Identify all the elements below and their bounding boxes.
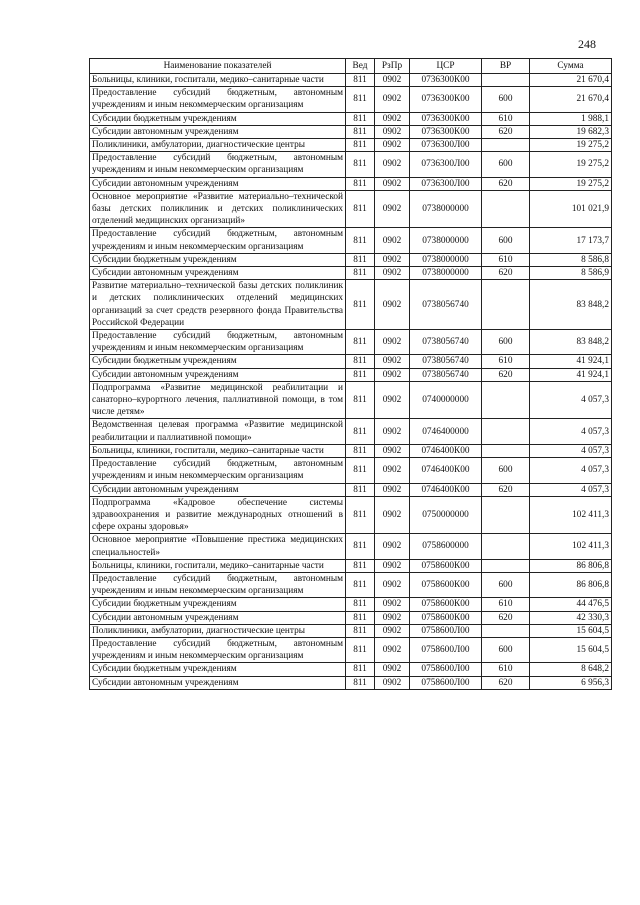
row-sum: 19 275,2 <box>530 139 612 152</box>
row-rzpr: 0902 <box>375 572 410 597</box>
row-sum: 41 924,1 <box>530 355 612 368</box>
row-sum: 15 604,5 <box>530 637 612 662</box>
row-csr: 0736300К00 <box>410 74 482 87</box>
row-sum: 1 988,1 <box>530 112 612 125</box>
row-csr: 0758600К00 <box>410 572 482 597</box>
row-rzpr: 0902 <box>375 444 410 457</box>
row-vr: 610 <box>482 663 530 676</box>
row-name: Больницы, клиники, госпитали, медико–санитарные части <box>90 559 346 572</box>
row-vr: 620 <box>482 177 530 190</box>
row-sum: 86 806,8 <box>530 572 612 597</box>
row-sum: 21 670,4 <box>530 87 612 112</box>
row-vr: 620 <box>482 676 530 689</box>
row-csr: 0738056740 <box>410 280 482 330</box>
table-row <box>90 458 612 483</box>
row-sum: 42 330,3 <box>530 611 612 624</box>
row-vr: 620 <box>482 611 530 624</box>
row-csr: 0738056740 <box>410 330 482 355</box>
row-csr: 0738000000 <box>410 228 482 253</box>
row-ved: 811 <box>346 419 375 444</box>
row-vr: 600 <box>482 637 530 662</box>
row-vr: 600 <box>482 152 530 177</box>
row-sum: 102 411,3 <box>530 534 612 559</box>
table-row <box>90 534 612 559</box>
row-vr: 610 <box>482 253 530 266</box>
row-ved: 811 <box>346 355 375 368</box>
table-row <box>90 559 612 572</box>
row-ved: 811 <box>346 190 375 228</box>
row-name: Субсидии автономным учреждениям <box>90 368 346 381</box>
table-row <box>90 112 612 125</box>
row-rzpr: 0902 <box>375 177 410 190</box>
table-row <box>90 152 612 177</box>
row-rzpr: 0902 <box>375 368 410 381</box>
row-ved: 811 <box>346 496 375 534</box>
table-row <box>90 483 612 496</box>
row-ved: 811 <box>346 87 375 112</box>
row-csr: 0738000000 <box>410 267 482 280</box>
row-ved: 811 <box>346 74 375 87</box>
table-row <box>90 87 612 112</box>
row-name: Субсидии бюджетным учреждениям <box>90 355 346 368</box>
row-ved: 811 <box>346 483 375 496</box>
row-csr: 0758600К00 <box>410 598 482 611</box>
row-vr <box>482 534 530 559</box>
row-vr: 600 <box>482 87 530 112</box>
row-name: Предоставление субсидий бюджетным, автономным учреждениям и иным некоммерческим организациям <box>90 572 346 597</box>
table-row <box>90 444 612 457</box>
row-name: Субсидии автономным учреждениям <box>90 676 346 689</box>
budget-table <box>89 58 612 690</box>
row-vr <box>482 559 530 572</box>
row-vr: 610 <box>482 355 530 368</box>
header-csr: ЦСР <box>410 59 482 74</box>
row-sum: 8 586,9 <box>530 267 612 280</box>
row-ved: 811 <box>346 228 375 253</box>
row-rzpr: 0902 <box>375 483 410 496</box>
row-sum: 83 848,2 <box>530 330 612 355</box>
row-name: Субсидии автономным учреждениям <box>90 611 346 624</box>
row-rzpr: 0902 <box>375 559 410 572</box>
row-rzpr: 0902 <box>375 139 410 152</box>
row-name: Основное мероприятие «Развитие материально–технической базы детских поликлиник и детских поликлинических отделений медицинских организаций» <box>90 190 346 228</box>
table-row <box>90 190 612 228</box>
table-row <box>90 663 612 676</box>
row-csr: 0736300К00 <box>410 112 482 125</box>
row-vr: 610 <box>482 598 530 611</box>
row-vr <box>482 624 530 637</box>
table-row <box>90 228 612 253</box>
row-sum: 4 057,3 <box>530 419 612 444</box>
row-rzpr: 0902 <box>375 330 410 355</box>
row-sum: 4 057,3 <box>530 381 612 419</box>
row-rzpr: 0902 <box>375 598 410 611</box>
row-rzpr: 0902 <box>375 496 410 534</box>
row-ved: 811 <box>346 559 375 572</box>
row-name: Субсидии бюджетным учреждениям <box>90 112 346 125</box>
table-row <box>90 368 612 381</box>
row-ved: 811 <box>346 112 375 125</box>
row-csr: 0758600К00 <box>410 611 482 624</box>
row-csr: 0738056740 <box>410 355 482 368</box>
row-vr <box>482 190 530 228</box>
row-rzpr: 0902 <box>375 253 410 266</box>
row-rzpr: 0902 <box>375 663 410 676</box>
row-csr: 0750000000 <box>410 496 482 534</box>
table-header-row <box>90 59 612 74</box>
row-vr: 610 <box>482 112 530 125</box>
row-rzpr: 0902 <box>375 458 410 483</box>
row-ved: 811 <box>346 253 375 266</box>
row-sum: 101 021,9 <box>530 190 612 228</box>
row-ved: 811 <box>346 458 375 483</box>
table-row <box>90 177 612 190</box>
table-row <box>90 611 612 624</box>
row-name: Больницы, клиники, госпитали, медико–санитарные части <box>90 444 346 457</box>
row-name: Развитие материально–технической базы детских поликлиник и детских поликлинических отделений медицинских организаций за счет средств резервного фонда Правительства Российской Федерации <box>90 280 346 330</box>
header-rzpr: РзПр <box>375 59 410 74</box>
row-name: Основное мероприятие «Повышение престижа медицинских специальностей» <box>90 534 346 559</box>
row-rzpr: 0902 <box>375 267 410 280</box>
row-vr: 620 <box>482 267 530 280</box>
row-vr: 600 <box>482 228 530 253</box>
row-csr: 0736300Л00 <box>410 152 482 177</box>
row-csr: 0758600Л00 <box>410 676 482 689</box>
row-csr: 0738000000 <box>410 253 482 266</box>
header-sum: Сумма <box>530 59 612 74</box>
row-rzpr: 0902 <box>375 280 410 330</box>
row-rzpr: 0902 <box>375 611 410 624</box>
row-rzpr: 0902 <box>375 112 410 125</box>
row-ved: 811 <box>346 637 375 662</box>
row-vr <box>482 444 530 457</box>
row-sum: 8 648,2 <box>530 663 612 676</box>
row-csr: 0746400К00 <box>410 444 482 457</box>
row-vr: 600 <box>482 330 530 355</box>
row-sum: 19 275,2 <box>530 152 612 177</box>
row-vr <box>482 280 530 330</box>
table-row <box>90 496 612 534</box>
row-vr <box>482 139 530 152</box>
row-rzpr: 0902 <box>375 152 410 177</box>
row-rzpr: 0902 <box>375 190 410 228</box>
page-number: 248 <box>578 37 596 51</box>
row-csr: 0746400К00 <box>410 458 482 483</box>
row-name: Субсидии бюджетным учреждениям <box>90 598 346 611</box>
row-ved: 811 <box>346 125 375 138</box>
row-name: Субсидии автономным учреждениям <box>90 267 346 280</box>
table-row <box>90 598 612 611</box>
row-rzpr: 0902 <box>375 637 410 662</box>
row-rzpr: 0902 <box>375 87 410 112</box>
row-sum: 8 586,8 <box>530 253 612 266</box>
row-sum: 17 173,7 <box>530 228 612 253</box>
table-row <box>90 125 612 138</box>
row-vr <box>482 496 530 534</box>
row-ved: 811 <box>346 676 375 689</box>
row-name: Субсидии автономным учреждениям <box>90 483 346 496</box>
row-name: Предоставление субсидий бюджетным, автономным учреждениям и иным некоммерческим организациям <box>90 458 346 483</box>
row-vr <box>482 74 530 87</box>
table-row <box>90 676 612 689</box>
row-ved: 811 <box>346 611 375 624</box>
row-rzpr: 0902 <box>375 125 410 138</box>
table-row <box>90 419 612 444</box>
row-rzpr: 0902 <box>375 228 410 253</box>
row-ved: 811 <box>346 368 375 381</box>
row-sum: 4 057,3 <box>530 458 612 483</box>
row-name: Субсидии автономным учреждениям <box>90 125 346 138</box>
row-csr: 0736300Л00 <box>410 139 482 152</box>
row-csr: 0758600Л00 <box>410 624 482 637</box>
table-row <box>90 253 612 266</box>
row-sum: 4 057,3 <box>530 483 612 496</box>
table-row <box>90 624 612 637</box>
row-name: Предоставление субсидий бюджетным, автономным учреждениям и иным некоммерческим организациям <box>90 228 346 253</box>
row-rzpr: 0902 <box>375 381 410 419</box>
row-csr: 0746400000 <box>410 419 482 444</box>
row-ved: 811 <box>346 624 375 637</box>
table-row <box>90 267 612 280</box>
table-row <box>90 280 612 330</box>
row-ved: 811 <box>346 598 375 611</box>
row-ved: 811 <box>346 330 375 355</box>
row-rzpr: 0902 <box>375 74 410 87</box>
row-name: Субсидии бюджетным учреждениям <box>90 663 346 676</box>
row-ved: 811 <box>346 444 375 457</box>
row-sum: 21 670,4 <box>530 74 612 87</box>
row-rzpr: 0902 <box>375 624 410 637</box>
row-csr: 0758600Л00 <box>410 637 482 662</box>
row-csr: 0758600К00 <box>410 559 482 572</box>
table-row <box>90 139 612 152</box>
row-name: Ведомственная целевая программа «Развитие медицинской реабилитации и паллиативной помощи» <box>90 419 346 444</box>
row-ved: 811 <box>346 280 375 330</box>
row-sum: 102 411,3 <box>530 496 612 534</box>
row-name: Субсидии автономным учреждениям <box>90 177 346 190</box>
row-rzpr: 0902 <box>375 676 410 689</box>
row-ved: 811 <box>346 267 375 280</box>
row-sum: 6 956,3 <box>530 676 612 689</box>
row-name: Подпрограмма «Развитие медицинской реабилитации и санаторно–курортного лечения, паллиативной помощи, в том числе детям» <box>90 381 346 419</box>
row-csr: 0736300К00 <box>410 125 482 138</box>
row-vr <box>482 381 530 419</box>
row-sum: 86 806,8 <box>530 559 612 572</box>
row-sum: 15 604,5 <box>530 624 612 637</box>
row-ved: 811 <box>346 572 375 597</box>
table-row <box>90 355 612 368</box>
row-csr: 0740000000 <box>410 381 482 419</box>
row-ved: 811 <box>346 139 375 152</box>
row-ved: 811 <box>346 534 375 559</box>
row-sum: 44 476,5 <box>530 598 612 611</box>
table-row <box>90 381 612 419</box>
row-csr: 0738000000 <box>410 190 482 228</box>
row-vr <box>482 419 530 444</box>
row-name: Предоставление субсидий бюджетным, автономным учреждениям и иным некоммерческим организациям <box>90 330 346 355</box>
header-name: Наименование показателей <box>90 59 346 74</box>
row-csr: 0758600Л00 <box>410 663 482 676</box>
table-row <box>90 572 612 597</box>
table-row <box>90 637 612 662</box>
row-csr: 0736300К00 <box>410 87 482 112</box>
row-name: Больницы, клиники, госпитали, медико–санитарные части <box>90 74 346 87</box>
row-ved: 811 <box>346 177 375 190</box>
row-ved: 811 <box>346 663 375 676</box>
table-row <box>90 330 612 355</box>
row-vr: 600 <box>482 458 530 483</box>
row-sum: 19 682,3 <box>530 125 612 138</box>
row-sum: 83 848,2 <box>530 280 612 330</box>
row-name: Предоставление субсидий бюджетным, автономным учреждениям и иным некоммерческим организациям <box>90 87 346 112</box>
header-ved: Вед <box>346 59 375 74</box>
row-name: Поликлиники, амбулатории, диагностические центры <box>90 139 346 152</box>
row-name: Предоставление субсидий бюджетным, автономным учреждениям и иным некоммерческим организациям <box>90 637 346 662</box>
row-sum: 4 057,3 <box>530 444 612 457</box>
row-sum: 41 924,1 <box>530 368 612 381</box>
row-rzpr: 0902 <box>375 419 410 444</box>
row-csr: 0758600000 <box>410 534 482 559</box>
header-vr: ВР <box>482 59 530 74</box>
row-name: Субсидии бюджетным учреждениям <box>90 253 346 266</box>
row-csr: 0746400К00 <box>410 483 482 496</box>
table-row <box>90 74 612 87</box>
row-name: Предоставление субсидий бюджетным, автономным учреждениям и иным некоммерческим организациям <box>90 152 346 177</box>
row-ved: 811 <box>346 152 375 177</box>
row-csr: 0738056740 <box>410 368 482 381</box>
row-rzpr: 0902 <box>375 534 410 559</box>
row-ved: 811 <box>346 381 375 419</box>
row-name: Поликлиники, амбулатории, диагностические центры <box>90 624 346 637</box>
row-vr: 600 <box>482 572 530 597</box>
row-vr: 620 <box>482 483 530 496</box>
row-name: Подпрограмма «Кадровое обеспечение системы здравоохранения и развитие международных отношений в сфере охраны здоровья» <box>90 496 346 534</box>
row-csr: 0736300Л00 <box>410 177 482 190</box>
row-rzpr: 0902 <box>375 355 410 368</box>
row-sum: 19 275,2 <box>530 177 612 190</box>
row-vr: 620 <box>482 368 530 381</box>
row-vr: 620 <box>482 125 530 138</box>
